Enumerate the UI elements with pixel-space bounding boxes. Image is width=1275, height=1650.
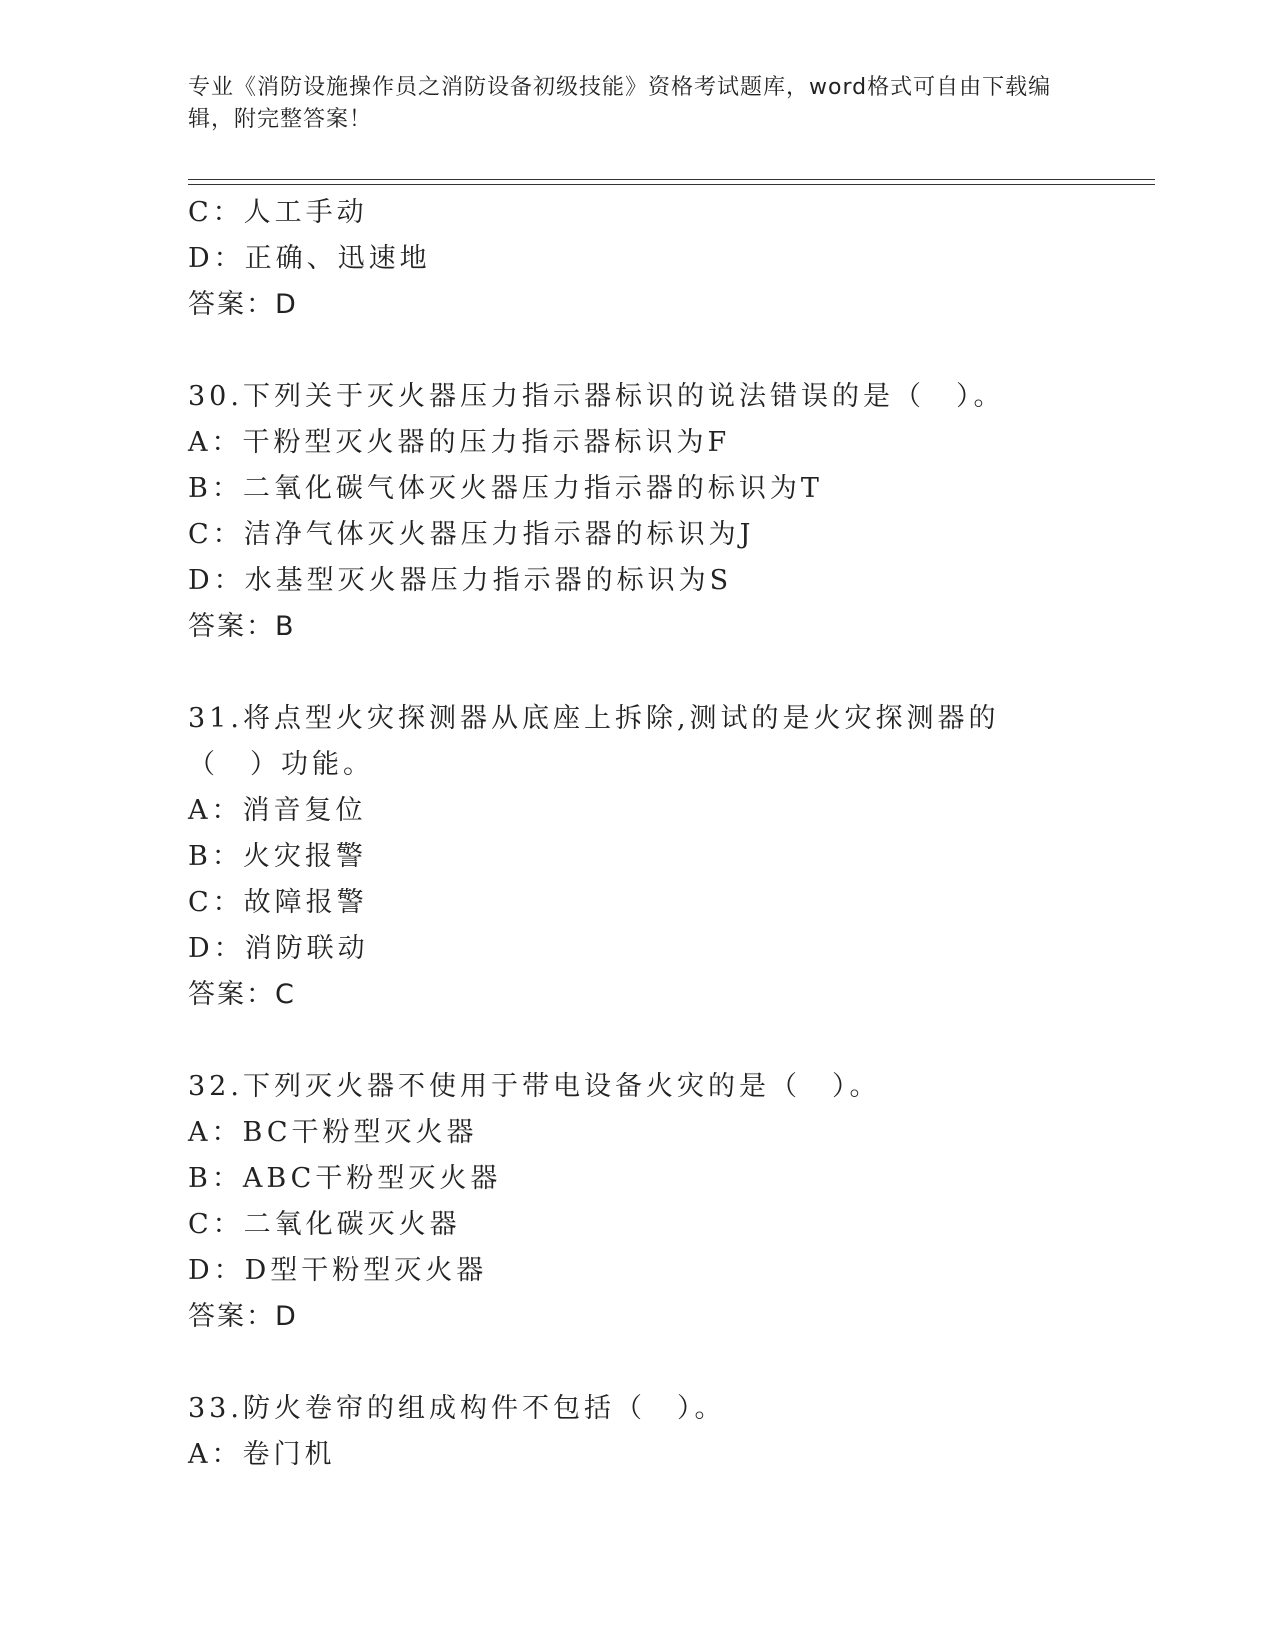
option-b: B：火灾报警 [188, 841, 367, 872]
option-c: C：人工手动 [188, 197, 368, 228]
question-32 [188, 1064, 1088, 1340]
prev-question-tail [188, 190, 1088, 328]
option-b: B：二氧化碳气体灭火器压力指示器的标识为T [188, 473, 823, 504]
question-stem: 33.防火卷帘的组成构件不包括（ ）。 [188, 1393, 726, 1424]
header-divider-top [188, 179, 1155, 180]
spacer [188, 650, 1088, 696]
spacer [188, 1340, 1088, 1386]
spacer [188, 328, 1088, 374]
option-d: D：水基型灭火器压力指示器的标识为S [188, 565, 733, 596]
question-30 [188, 374, 1088, 650]
answer: 答案：D [188, 289, 298, 320]
question-33 [188, 1386, 1088, 1478]
question-stem: 32.下列灭火器不使用于带电设备火灾的是（ ）。 [188, 1071, 881, 1102]
option-c: C：故障报警 [188, 887, 368, 918]
option-c: C：二氧化碳灭火器 [188, 1209, 461, 1240]
option-c: C：洁净气体灭火器压力指示器的标识为J [188, 519, 755, 550]
spacer [188, 1018, 1088, 1064]
option-b: B：ABC干粉型灭火器 [188, 1163, 502, 1194]
option-d: D：D型干粉型灭火器 [188, 1255, 488, 1286]
document-header: 专业《消防设施操作员之消防设备初级技能》资格考试题库，word格式可自由下载编辑，附完整答案！ [188, 75, 1052, 132]
question-stem: 30.下列关于灭火器压力指示器标识的说法错误的是（ ）。 [188, 381, 1005, 412]
answer: 答案：B [188, 611, 296, 642]
header-divider-bottom [188, 184, 1155, 185]
option-d: D：消防联动 [188, 933, 369, 964]
option-a: A：消音复位 [188, 795, 367, 826]
option-a: A：卷门机 [188, 1439, 336, 1470]
answer: 答案：D [188, 1301, 298, 1332]
option-d: D：正确、迅速地 [188, 243, 431, 274]
answer: 答案：C [188, 979, 296, 1010]
question-list [188, 190, 1088, 1478]
question-stem: 31.将点型火灾探测器从底座上拆除,测试的是火灾探测器的（ ）功能。 [188, 703, 1000, 780]
option-a: A：干粉型灭火器的压力指示器标识为F [188, 427, 731, 458]
option-a: A：BC干粉型灭火器 [188, 1117, 478, 1148]
question-31 [188, 696, 1088, 1018]
